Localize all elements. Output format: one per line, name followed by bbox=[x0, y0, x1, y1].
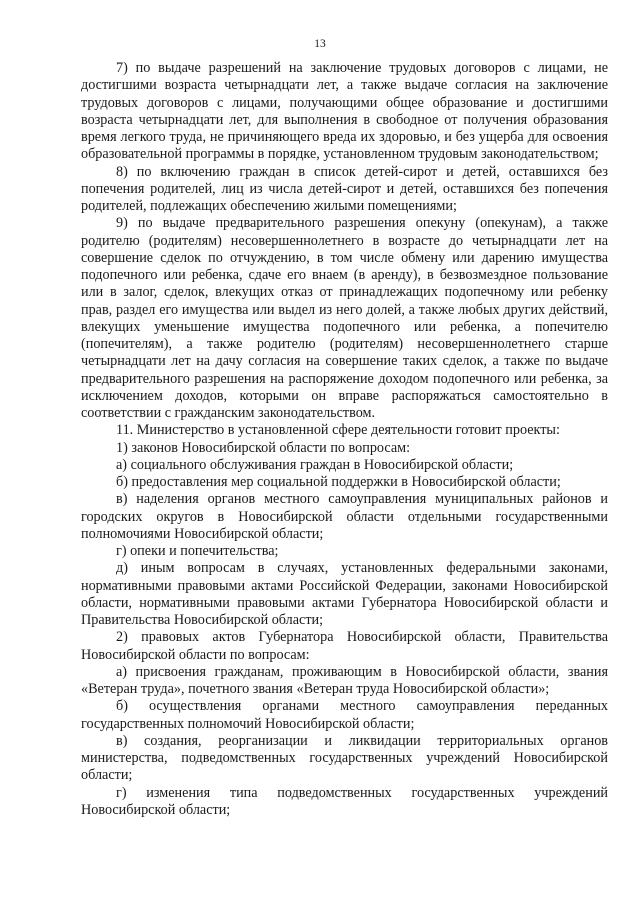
item-1d: д) иным вопросам в случаях, установленных федеральными законами, нормативными правовыми актами Российской Федерации, законами Новосибирской области, нормативными правовыми актами Губернатора Новосибирской области и Правительства Новосибирской области; bbox=[81, 560, 608, 628]
item-2-legal-acts: 2) правовых актов Губернатора Новосибирской области, Правительства Новосибирской области по вопросам: bbox=[81, 629, 608, 663]
section-11-intro: 11. Министерство в установленной сфере деятельности готовит проекты: bbox=[116, 422, 560, 439]
page-number: 13 bbox=[314, 38, 326, 50]
paragraph-7: 7) по выдаче разрешений на заключение трудовых договоров с лицами, не достигшими возраста четырнадцати лет, а также выдаче согласия на заключение трудовых договоров с лицами, получающими общее образование и достигшими возраста четырнадцати лет, для выполнения в свободное от получения образования время легкого труда, не причиняющего вреда их здоровью, и без ущерба для освоения образовательной программы в порядке, установленном трудовым законодательством; bbox=[81, 60, 608, 163]
item-2a: а) присвоения гражданам, проживающим в Новосибирской области, звания «Ветеран труда», почетного звания «Ветеран труда Новосибирской области»; bbox=[81, 663, 608, 697]
item-2b: б) осуществления органами местного самоуправления переданных государственных полномочий Новосибирской области; bbox=[81, 698, 608, 732]
item-2g: г) изменения типа подведомственных государственных учреждений Новосибирской области; bbox=[81, 784, 608, 818]
item-1a: а) социального обслуживания граждан в Новосибирской области; bbox=[116, 456, 514, 473]
paragraph-8: 8) по включению граждан в список детей-сирот и детей, оставшихся без попечения родителей, лиц из числа детей-сирот и детей, оставшихся без попечения родителей, подлежащих обеспечению жилыми помещениями; bbox=[81, 163, 608, 214]
item-1v: в) наделения органов местного самоуправления муниципальных районов и городских округов в Новосибирской области отдельными государственными полномочиями Новосибирской области; bbox=[81, 491, 608, 542]
item-1b: б) предоставления мер социальной поддержки в Новосибирской области; bbox=[116, 474, 561, 490]
document-body bbox=[81, 60, 608, 819]
item-1-laws: 1) законов Новосибирской области по вопросам: bbox=[116, 439, 411, 456]
paragraph-9: 9) по выдаче предварительного разрешения опекуну (опекунам), а также родителю (родителям) несовершеннолетнего в возрасте до четырнадцати лет на совершение сделок по отчуждению, в том числе обмену или дарению имущества подопечного или ребенка, сдаче его внаем (в аренду), в безвозмездное пользование или в залог, сделок, влекущих отказ от принадлежащих подопечному или ребенку прав, раздел его имущества или выдел из него долей, а также любых других действий, влекущих уменьшение имущества подопечного или ребенка, а попечителю (попечителям), а также родителю (родителям) несовершеннолетнего старше четырнадцати лет на дачу согласия на совершение таких сделок, а также по выдаче предварительного разрешения на распоряжение доходом подопечного или ребенка, за исключением доходов, которыми он вправе распоряжаться самостоятельно в соответствии с гражданским законодательством. bbox=[81, 215, 608, 421]
item-2v: в) создания, реорганизации и ликвидации территориальных органов министерства, подведомственных государственных учреждений Новосибирской области; bbox=[81, 732, 608, 784]
item-1g: г) опеки и попечительства; bbox=[116, 543, 279, 559]
